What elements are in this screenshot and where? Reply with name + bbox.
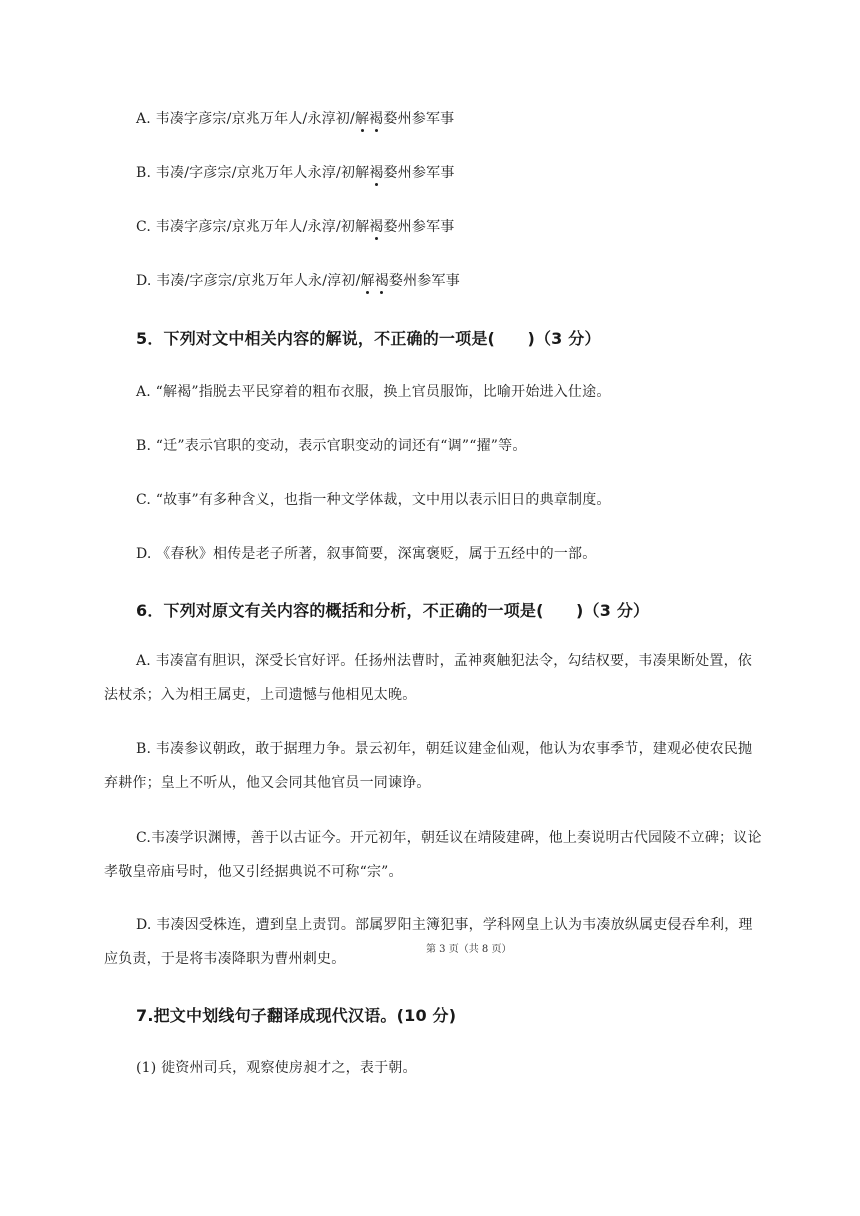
q6-option-b: B. 韦凑参议朝政，敢于据理力争。景云初年，朝廷议建金仙观，他认为农事季节，建观必使农民抛弃耕作；皇上不听从，他又会同其他官员一同谏诤。 <box>104 741 753 791</box>
q6-option-a: A. 韦凑富有胆识，深受长官好评。任扬州法曹时，孟神爽触犯法令，勾结权要，韦凑果断处置，依法杖杀；入为相王属吏，上司遗憾与他相见太晚。 <box>104 653 753 703</box>
q4-option-c: C. 韦凑字彦宗/京兆万年人/永淳/初解褐婺州参军事 <box>136 219 455 235</box>
q4-option-a: A. 韦凑字彦宗/京兆万年人/永淳初/解褐婺州参军事 <box>136 111 455 127</box>
q4-option-b: B. 韦凑/字彦宗/京兆万年人永淳/初解褐婺州参军事 <box>136 165 455 181</box>
q5-option-d: D. 《春秋》相传是老子所著，叙事简要，深寓褒贬，属于五经中的一部。 <box>136 546 597 562</box>
q5-title: 5．下列对文中相关内容的解说，不正确的一项是( )（3 分） <box>136 329 601 348</box>
q5-option-a: A. “解褐”指脱去平民穿着的粗布衣服，换上官员服饰，比喻开始进入仕途。 <box>136 384 611 400</box>
q6-option-c: C.韦凑学识渊博，善于以古证今。开元初年，朝廷议在靖陵建碑，他上奏说明古代园陵不立碑；议论孝敬皇帝庙号时，他又引经据典说不可称“宗”。 <box>104 830 762 880</box>
q6-title: 6．下列对原文有关内容的概括和分析，不正确的一项是( )（3 分） <box>136 601 650 620</box>
q5-option-c: C. “故事”有多种含义，也指一种文学体裁，文中用以表示旧日的典章制度。 <box>136 492 611 508</box>
q5-option-b: B. “迁”表示官职的变动，表示官职变动的词还有“调”“擢”等。 <box>136 438 527 454</box>
page-footer: 第 3 页（共 8 页） <box>426 944 512 955</box>
q6-option-d: D. 韦凑因受株连，遭到皇上责罚。部属罗阳主簿犯事，学科网皇上认为韦凑放纵属吏侵吞牟利，理应负责，于是将韦凑降职为曹州刺史。 <box>104 917 753 967</box>
q7-title: 7.把文中划线句子翻译成现代汉语。(10 分) <box>136 1006 457 1025</box>
q7-item-1: (1) 徙资州司兵，观察使房昶才之，表于朝。 <box>136 1060 417 1076</box>
q4-option-d: D. 韦凑/字彦宗/京兆万年人永/淳初/解褐婺州参军事 <box>136 273 460 289</box>
